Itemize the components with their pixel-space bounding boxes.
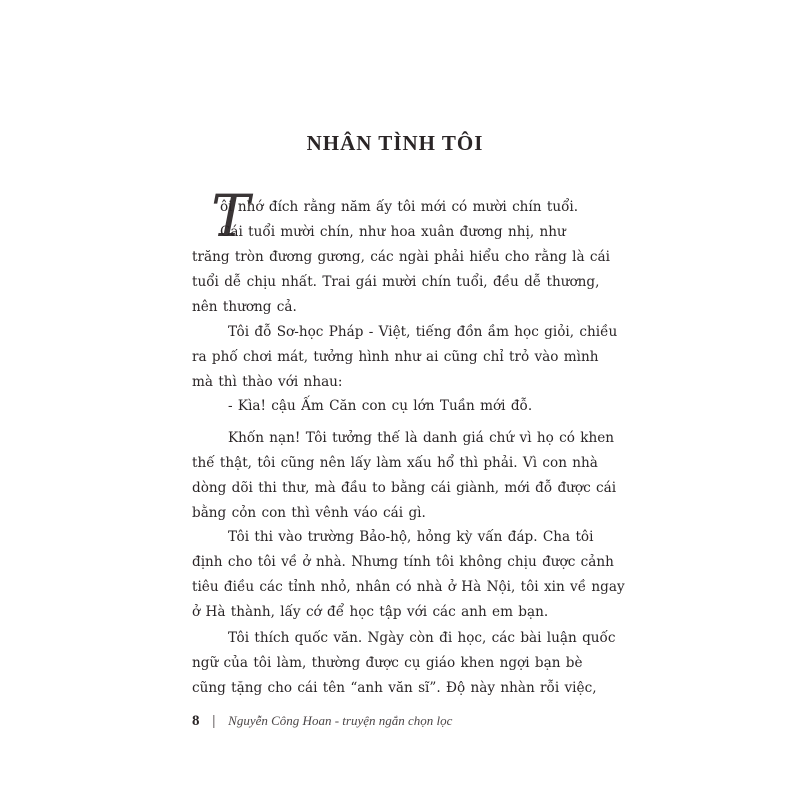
paragraph-3 <box>192 394 604 419</box>
paragraph-6 <box>192 626 616 701</box>
text-line: trăng tròn đương gương, các ngài phải hiểu cho rằng là cái <box>192 249 610 265</box>
text-line: ra phố chơi mát, tưởng hình như ai cũng chỉ trỏ vào mình <box>192 349 599 365</box>
page-footer <box>192 713 452 730</box>
text-line: tuổi dễ chịu nhất. Trai gái mười chín tuổi, đều dễ thương, <box>192 274 600 290</box>
text-line: bằng cỏn con thì vênh váo cái gì. <box>192 505 426 521</box>
text-line: ôi nhớ đích rằng năm ấy tôi mới có mười chín tuổi. <box>220 199 579 215</box>
text-line: Tôi đỗ Sơ-học Pháp - Việt, tiếng đồn ầm học giỏi, chiều <box>228 324 618 340</box>
text-line: dòng dõi thi thư, mà đầu to bằng cái giành, mới đỗ được cái <box>192 480 617 496</box>
chapter-title: NHÂN TÌNH TÔI <box>306 131 484 155</box>
text-line: tiêu điều các tỉnh nhỏ, nhân có nhà ở Hà Nội, tôi xin về ngay <box>192 579 625 595</box>
text-line: Tôi thích quốc văn. Ngày còn đi học, các bài luận quốc <box>228 630 616 646</box>
text-line: Khốn nạn! Tôi tưởng thế là danh giá chứ vì họ có khen <box>228 430 615 446</box>
text-line: ngữ của tôi làm, thường được cụ giáo khen ngợi bạn bè <box>192 655 583 671</box>
paragraph-5 <box>192 525 625 625</box>
text-line: mà thì thào với nhau: <box>192 374 343 390</box>
footer-separator: | <box>211 714 217 729</box>
book-credit: Nguyễn Công Hoan - truyện ngắn chọn lọc <box>228 713 453 728</box>
text-line: nên thương cả. <box>192 299 297 315</box>
page-number: 8 <box>192 713 200 729</box>
drop-cap: T <box>211 182 250 250</box>
text-line: - Kìa! cậu Ấm Căn con cụ lớn Tuần mới đỗ. <box>228 398 533 414</box>
text-line: thế thật, tôi cũng nên lấy làm xấu hổ thì phải. Vì con nhà <box>192 455 598 471</box>
paragraph-1 <box>192 195 610 320</box>
text-line: định cho tôi về ở nhà. Nhưng tính tôi không chịu được cảnh <box>192 554 614 570</box>
text-line: cũng tặng cho cái tên “anh văn sĩ”. Độ này nhàn rỗi việc, <box>192 680 597 696</box>
text-line: Tôi thi vào trường Bảo-hộ, hỏng kỳ vấn đáp. Cha tôi <box>228 529 594 545</box>
paragraph-4 <box>192 426 617 526</box>
text-line: Cái tuổi mười chín, như hoa xuân đương nhị, như <box>220 224 566 240</box>
text-line: ở Hà thành, lấy cớ để học tập với các anh em bạn. <box>192 604 549 620</box>
paragraph-2 <box>192 320 618 395</box>
